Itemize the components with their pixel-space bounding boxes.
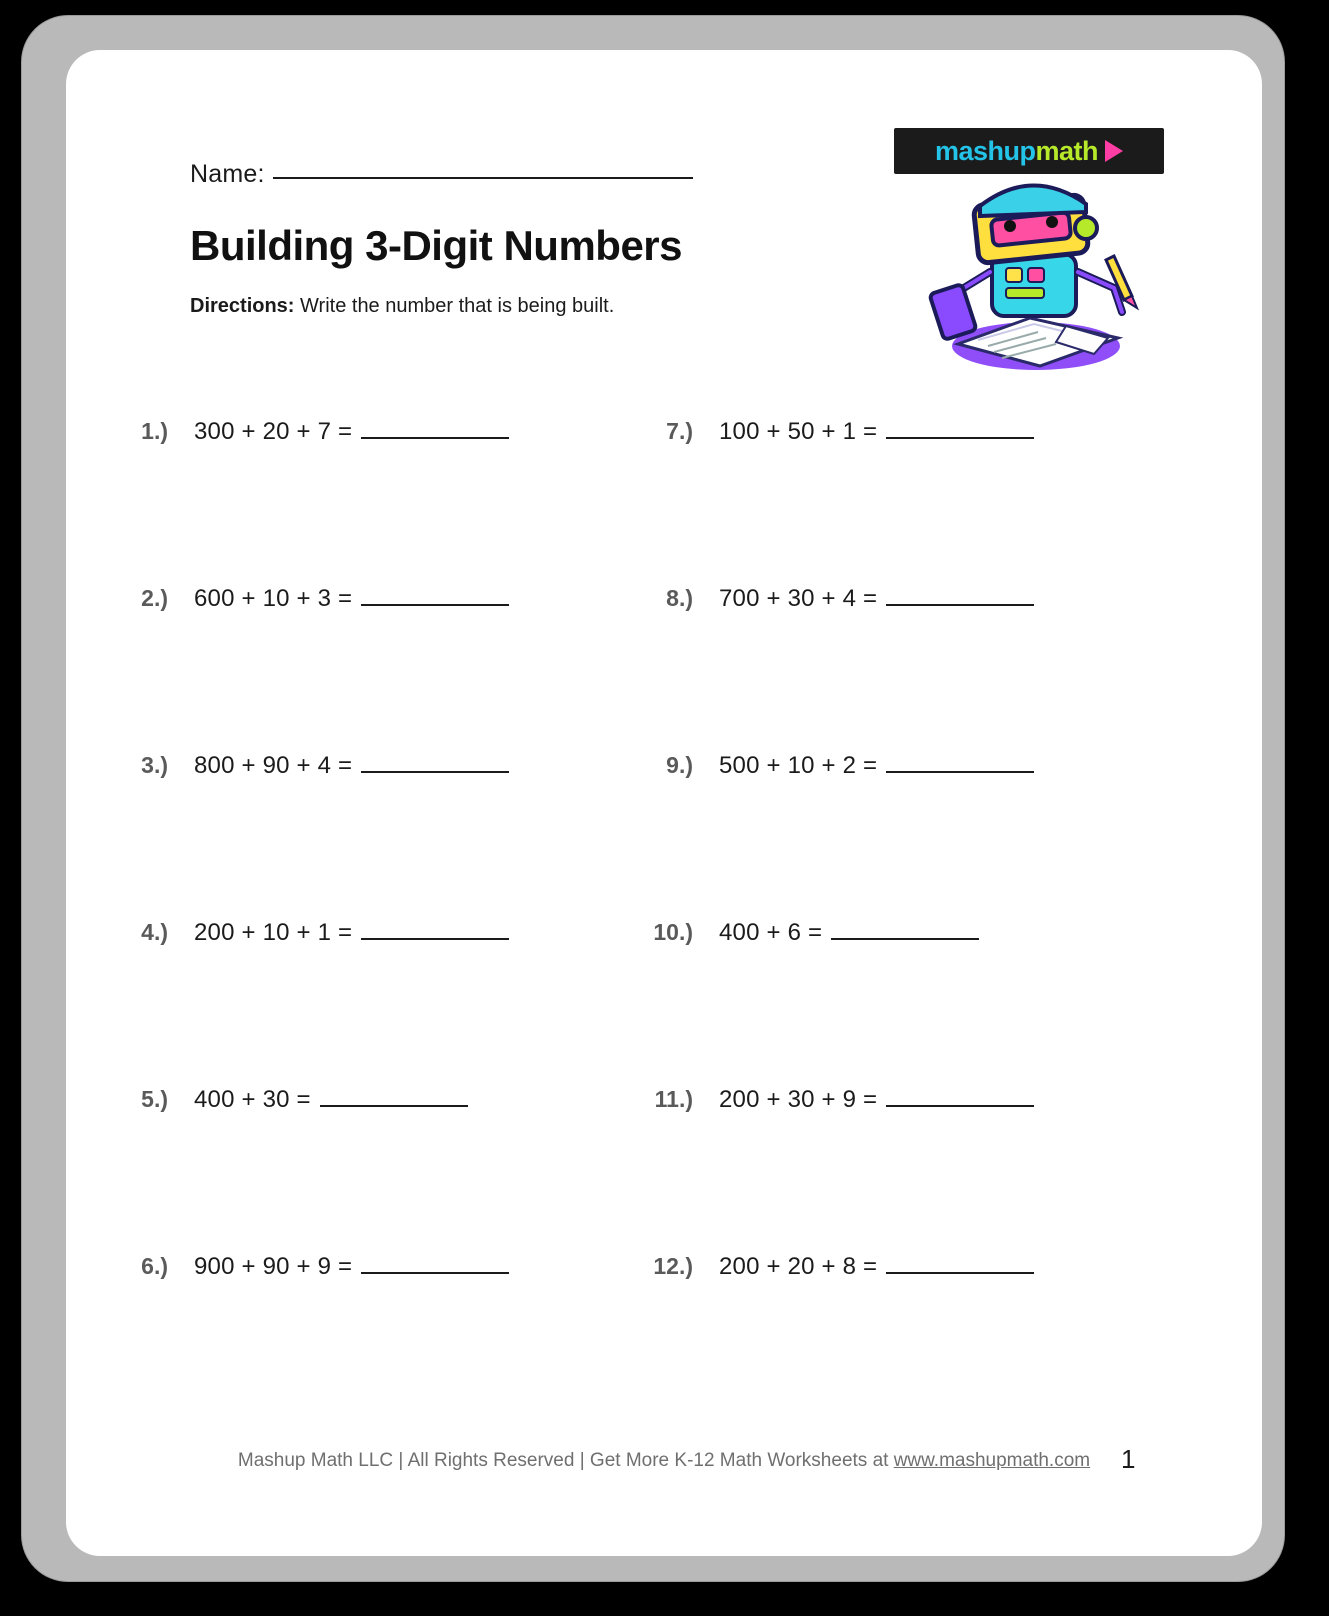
problem-number: 12.) <box>653 1253 693 1279</box>
problem-expression: 400 + 6 = <box>719 919 823 946</box>
answer-blank[interactable] <box>886 604 1034 606</box>
problem-expression: 200 + 10 + 1 = <box>194 919 353 946</box>
answer-blank[interactable] <box>886 771 1034 773</box>
logo-text-mashup: mashup <box>934 135 1036 166</box>
problem-expression: 300 + 20 + 7 = <box>194 418 353 445</box>
answer-blank[interactable] <box>886 437 1034 439</box>
directions-label: Directions: <box>190 295 295 317</box>
problem-expression: 200 + 20 + 8 = <box>719 1253 878 1280</box>
problem-item-11 <box>631 1086 1034 1114</box>
footer <box>66 1450 1262 1472</box>
answer-blank[interactable] <box>361 771 509 773</box>
problem-expression: 800 + 90 + 4 = <box>194 752 353 779</box>
problem-item-7 <box>631 418 1034 446</box>
answer-blank[interactable] <box>831 938 979 940</box>
answer-blank[interactable] <box>320 1105 468 1107</box>
problem-number: 10.) <box>653 919 693 945</box>
page-title: Building 3-Digit Numbers <box>190 222 682 269</box>
problem-list <box>66 50 1262 1556</box>
problem-expression: 900 + 90 + 9 = <box>194 1253 353 1280</box>
problem-number: 9.) <box>666 752 693 778</box>
problem-expression: 500 + 10 + 2 = <box>719 752 878 779</box>
problem-item-4 <box>106 919 509 947</box>
problem-expression: 700 + 30 + 4 = <box>719 585 878 612</box>
logo-text-math: math <box>1035 135 1099 166</box>
footer-text: Mashup Math LLC | All Rights Reserved | Get More K-12 Math Worksheets at <box>237 1450 894 1471</box>
problem-number: 2.) <box>141 585 168 611</box>
answer-blank[interactable] <box>886 1272 1034 1274</box>
answer-blank[interactable] <box>361 1272 509 1274</box>
problem-number: 1.) <box>141 418 168 444</box>
problem-number: 11.) <box>654 1086 693 1112</box>
worksheet-page <box>66 50 1262 1556</box>
problem-item-9 <box>631 752 1034 780</box>
problem-item-8 <box>631 585 1034 613</box>
directions-text: Write the number that is being built. <box>294 295 615 317</box>
worksheet-frame <box>22 16 1284 1581</box>
problem-item-2 <box>106 585 509 613</box>
problem-number: 4.) <box>141 919 168 945</box>
problem-item-3 <box>106 752 509 780</box>
problem-number: 6.) <box>141 1253 168 1279</box>
answer-blank[interactable] <box>886 1105 1034 1107</box>
footer-link[interactable]: www.mashupmath.com <box>893 1450 1091 1471</box>
page-number: 1 <box>1121 1444 1136 1474</box>
answer-blank[interactable] <box>361 437 509 439</box>
problem-expression: 600 + 10 + 3 = <box>194 585 353 612</box>
answer-blank[interactable] <box>361 938 509 940</box>
name-label: Name: <box>190 160 265 188</box>
problem-number: 5.) <box>141 1086 168 1112</box>
problem-item-1 <box>106 418 509 446</box>
problem-number: 7.) <box>666 418 693 444</box>
problem-expression: 100 + 50 + 1 = <box>719 418 878 445</box>
problem-item-5 <box>106 1086 468 1114</box>
problem-expression: 400 + 30 = <box>194 1086 311 1113</box>
problem-item-12 <box>631 1253 1034 1281</box>
problem-item-10 <box>631 919 979 947</box>
problem-number: 3.) <box>141 752 168 778</box>
problem-expression: 200 + 30 + 9 = <box>719 1086 878 1113</box>
problem-item-6 <box>106 1253 509 1281</box>
answer-blank[interactable] <box>361 604 509 606</box>
problem-number: 8.) <box>666 585 693 611</box>
